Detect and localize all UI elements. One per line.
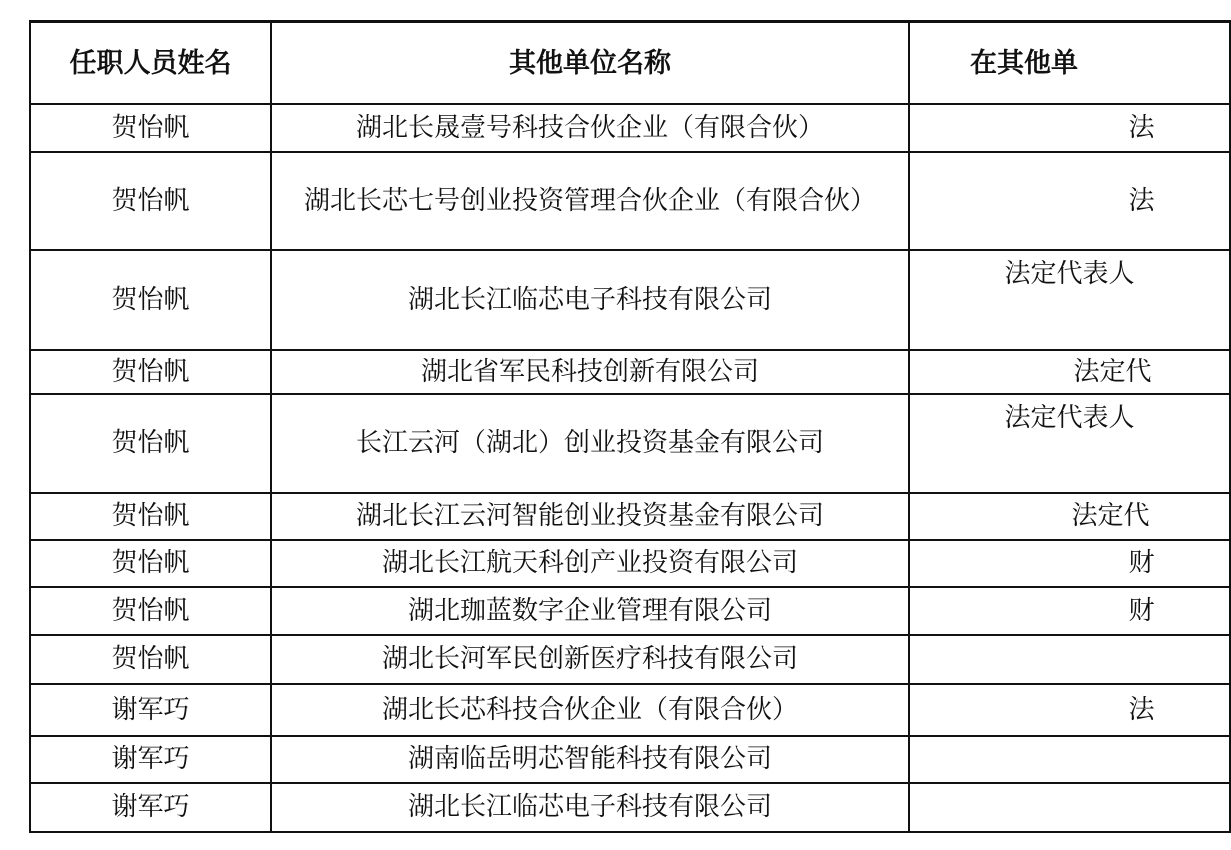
- table-row: [30, 587, 1230, 635]
- table-row: [30, 152, 1230, 250]
- role-cell: 财: [909, 540, 1230, 587]
- role-cell: [909, 736, 1230, 783]
- person-name-cell: 贺怡帆: [30, 493, 271, 540]
- person-name-cell: 贺怡帆: [30, 152, 271, 250]
- header-unit-name: 其他单位名称: [271, 22, 909, 105]
- unit-name-cell: 湖北长江航天科创产业投资有限公司: [271, 540, 909, 587]
- role-cell: 法: [909, 684, 1230, 736]
- person-name-cell: 贺怡帆: [30, 250, 271, 350]
- unit-name-cell: 湖北长江临芯电子科技有限公司: [271, 250, 909, 350]
- person-name-cell: 贺怡帆: [30, 350, 271, 394]
- table-header-row: [30, 22, 1230, 105]
- table-row: [30, 635, 1230, 684]
- table-row: [30, 684, 1230, 736]
- person-name-cell: 谢军巧: [30, 736, 271, 783]
- person-name-cell: 贺怡帆: [30, 635, 271, 684]
- role-cell: 法: [909, 104, 1230, 152]
- person-name-cell: 贺怡帆: [30, 394, 271, 493]
- unit-name-cell: 湖北长江临芯电子科技有限公司: [271, 783, 909, 832]
- person-name-cell: 贺怡帆: [30, 104, 271, 152]
- unit-name-cell: 湖北长晟壹号科技合伙企业（有限合伙）: [271, 104, 909, 152]
- table-row: [30, 250, 1230, 350]
- table-row: [30, 783, 1230, 832]
- person-name-cell: 谢军巧: [30, 684, 271, 736]
- unit-name-cell: 湖北珈蓝数字企业管理有限公司: [271, 587, 909, 635]
- unit-name-cell: 湖北长河军民创新医疗科技有限公司: [271, 635, 909, 684]
- unit-name-cell: 长江云河（湖北）创业投资基金有限公司: [271, 394, 909, 493]
- unit-name-cell: 湖南临岳明芯智能科技有限公司: [271, 736, 909, 783]
- table-row: [30, 350, 1230, 394]
- role-cell: [909, 635, 1230, 684]
- unit-name-cell: 湖北长江云河智能创业投资基金有限公司: [271, 493, 909, 540]
- role-cell: [909, 783, 1230, 832]
- person-name-cell: 贺怡帆: [30, 587, 271, 635]
- role-cell: 法定代: [909, 350, 1230, 394]
- table-row: [30, 540, 1230, 587]
- unit-name-cell: 湖北长芯七号创业投资管理合伙企业（有限合伙）: [271, 152, 909, 250]
- header-person-name: 任职人员姓名: [30, 22, 271, 105]
- role-cell: 法: [909, 152, 1230, 250]
- unit-name-cell: 湖北省军民科技创新有限公司: [271, 350, 909, 394]
- role-cell: 法定代表人: [909, 250, 1230, 350]
- table-row: [30, 493, 1230, 540]
- positions-table: [29, 20, 1231, 833]
- role-cell: 财: [909, 587, 1230, 635]
- unit-name-cell: 湖北长芯科技合伙企业（有限合伙）: [271, 684, 909, 736]
- header-role: 在其他单: [909, 22, 1230, 105]
- role-cell: 法定代: [909, 493, 1230, 540]
- table-row: [30, 104, 1230, 152]
- table-row: [30, 394, 1230, 493]
- person-name-cell: 贺怡帆: [30, 540, 271, 587]
- role-cell: 法定代表人: [909, 394, 1230, 493]
- person-name-cell: 谢军巧: [30, 783, 271, 832]
- table-row: [30, 736, 1230, 783]
